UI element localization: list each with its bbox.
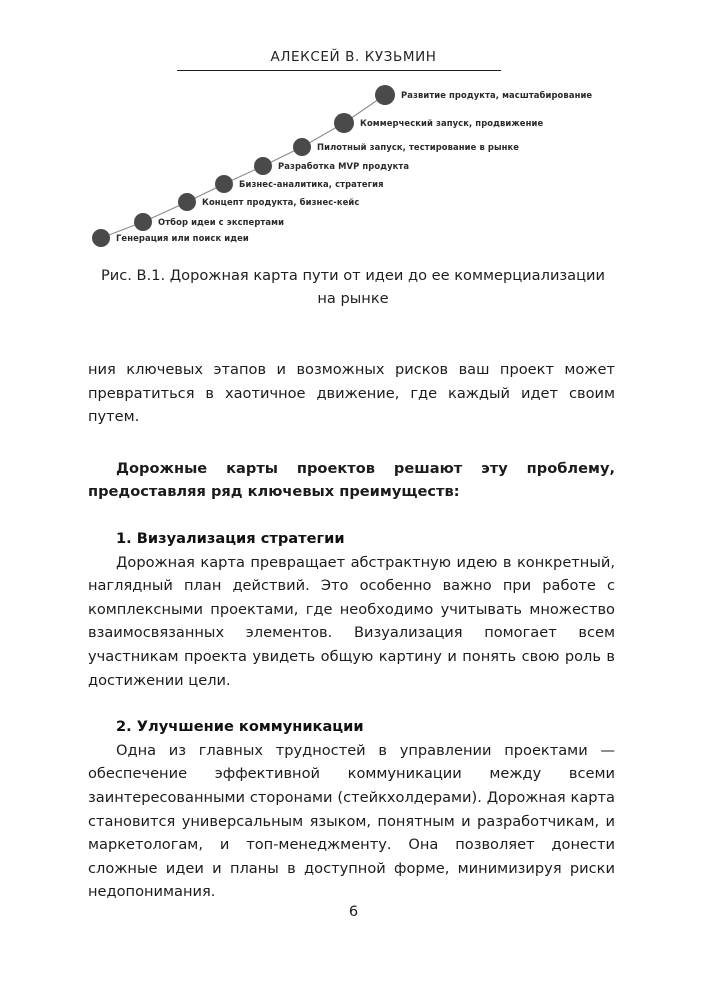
roadmap-node-8: [375, 85, 395, 105]
spacer: [88, 692, 615, 715]
roadmap-node-7: [334, 113, 354, 133]
spacer: [88, 504, 615, 527]
paragraph-lead-bold: Дорожные карты проектов решают эту проблему, предоставляя ряд ключевых преимуществ:: [88, 459, 615, 501]
roadmap-node-label-5: Разработка MVP продукта: [278, 161, 410, 171]
roadmap-node-label-6: Пилотный запуск, тестирование в рынке: [317, 142, 520, 152]
section-heading-2: 2. Улучшение коммуникации: [116, 718, 364, 736]
roadmap-node-label-2: Отбор идеи с экспертами: [158, 217, 285, 227]
roadmap-node-4: [215, 175, 233, 193]
roadmap-node-2: [134, 213, 152, 231]
section-text-1: Дорожная карта превращает абстрактную идею в конкретный, наглядный план действий. Это особенно важно при работе с комплексными проектами, где необходимо учитывать множество взаимосвязанных элементов. Визуализация помогает всем участникам проекта увидеть общую картину и понять свою роль в достижении цели.: [88, 553, 615, 689]
section-text-2: Одна из главных трудностей в управлении проектами — обеспечение эффективной коммуникации между всеми заинтересованными сторонами (стейкхолдерами). Дорожная карта становится универсальным языком, понятным и разработчикам, и маркетологам, и топ-менеджменту. Она позволяет донести сложные идеи и планы в доступной форме, минимизируя риски недопонимания.: [88, 741, 615, 901]
figure-caption-line-1: Рис. В.1. Дорожная карта пути от идеи до ее коммерциализации: [100, 267, 606, 284]
roadmap-node-5: [254, 157, 272, 175]
roadmap-node-label-3: Концепт продукта, бизнес-кейс: [202, 197, 360, 207]
figure-caption: [88, 264, 618, 310]
section-heading-1: 1. Визуализация стратегии: [116, 529, 345, 547]
paragraph-continued: ния ключевых этапов и возможных рисков ваш проект может превратиться в хаотичное движение, где каждый идет своим путем.: [88, 361, 615, 426]
header-author-name: АЛЕКСЕЙ В. КУЗЬМИН: [270, 49, 437, 65]
roadmap-node-label-7: Коммерческий запуск, продвижение: [360, 118, 544, 128]
page-number: 6: [348, 903, 359, 920]
running-header: [0, 46, 707, 65]
roadmap-node-label-1: Генерация или поиск идеи: [116, 233, 249, 243]
roadmap-node-6: [293, 138, 311, 156]
header-divider: [177, 70, 501, 71]
roadmap-node-label-8: Развитие продукта, масштабирование: [401, 90, 593, 100]
spacer: [88, 429, 615, 457]
figure-roadmap: [0, 78, 707, 258]
body-text: [88, 358, 615, 904]
roadmap-node-3: [178, 193, 196, 211]
roadmap-node-label-4: Бизнес-аналитика, стратегия: [239, 179, 384, 189]
roadmap-node-1: [92, 229, 110, 247]
figure-caption-line-2: на рынке: [317, 290, 389, 307]
